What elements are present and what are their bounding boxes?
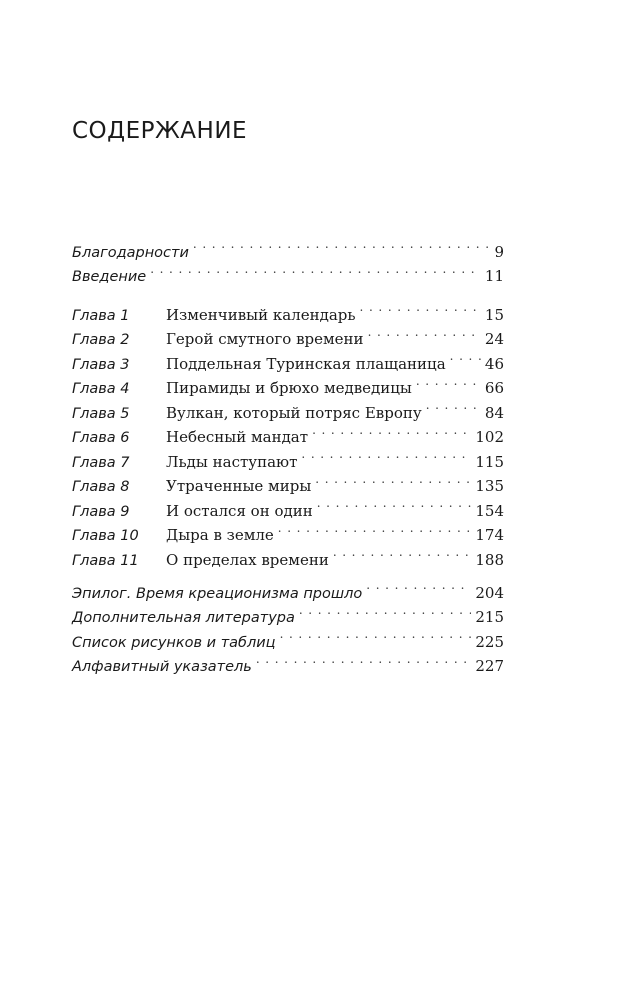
dot-leader bbox=[299, 598, 471, 623]
dot-leader bbox=[193, 232, 491, 257]
chapter-title: Вулкан, который потряс Европу bbox=[166, 403, 422, 422]
toc-entry-chapter-3[interactable] bbox=[72, 344, 504, 373]
chapter-title: Пирамиды и брюхо медведицы bbox=[166, 379, 412, 397]
toc-entry-label: Список рисунков и таблиц bbox=[72, 634, 276, 651]
toc-entry-chapter-11[interactable] bbox=[72, 540, 504, 569]
dot-leader bbox=[278, 516, 472, 541]
toc-entry-label: Введение bbox=[72, 269, 147, 285]
dot-leader bbox=[360, 295, 481, 320]
dot-leader bbox=[416, 369, 481, 394]
dot-leader bbox=[317, 491, 472, 516]
toc-entry-label: Дополнительная литература bbox=[72, 610, 295, 626]
toc-entry-acknowledgements[interactable] bbox=[72, 232, 504, 261]
toc-front-matter bbox=[72, 232, 504, 285]
toc-entry-chapter-7[interactable] bbox=[72, 442, 504, 471]
chapter-label: Глава 2 bbox=[72, 332, 130, 348]
toc-entry-chapter-8[interactable] bbox=[72, 467, 504, 495]
chapter-title: И остался он один bbox=[166, 501, 313, 520]
toc-page-number: 135 bbox=[475, 477, 504, 495]
toc-entry-label: Благодарности bbox=[72, 244, 189, 261]
dot-leader bbox=[315, 467, 471, 492]
toc-entry-chapter-1[interactable] bbox=[72, 295, 504, 324]
toc-page-number: 9 bbox=[494, 242, 504, 261]
toc-page-number: 215 bbox=[475, 608, 504, 626]
chapter-title: Утраченные миры bbox=[166, 477, 312, 495]
dot-leader bbox=[368, 320, 481, 345]
chapter-label: Глава 7 bbox=[72, 454, 130, 471]
toc-page-number: 225 bbox=[475, 632, 504, 651]
toc-page-number: 102 bbox=[475, 428, 504, 446]
chapter-title: Дыра в земле bbox=[166, 526, 274, 544]
toc-page-number: 174 bbox=[475, 526, 504, 544]
chapter-label: Глава 10 bbox=[72, 528, 139, 544]
chapter-title: О пределах времени bbox=[166, 550, 329, 569]
dot-leader bbox=[280, 622, 472, 647]
chapter-label: Глава 4 bbox=[72, 381, 130, 397]
toc-page-number: 84 bbox=[484, 403, 504, 422]
toc-page-number: 154 bbox=[475, 501, 504, 520]
chapter-label: Глава 5 bbox=[72, 405, 130, 422]
toc-entry-chapter-9[interactable] bbox=[72, 491, 504, 520]
chapter-label: Глава 6 bbox=[72, 430, 130, 446]
dot-leader bbox=[312, 418, 471, 443]
toc-page-number: 188 bbox=[475, 550, 504, 569]
toc-page-number: 24 bbox=[484, 330, 504, 348]
toc-page-number: 11 bbox=[484, 267, 504, 285]
toc-entry-epilogue[interactable] bbox=[72, 573, 504, 602]
chapter-title: Поддельная Туринская плащаница bbox=[166, 354, 446, 373]
dot-leader bbox=[301, 442, 471, 467]
toc-entry-introduction[interactable] bbox=[72, 257, 504, 285]
toc-entry-index[interactable] bbox=[72, 647, 504, 675]
dot-leader bbox=[256, 647, 472, 672]
chapter-title: Герой смутного времени bbox=[166, 330, 364, 348]
dot-leader bbox=[426, 393, 481, 418]
toc-entry-chapter-2[interactable] bbox=[72, 320, 504, 348]
toc-entry-chapter-5[interactable] bbox=[72, 393, 504, 422]
chapter-label: Глава 1 bbox=[72, 307, 130, 324]
toc-entry-label: Эпилог. Время креационизма прошло bbox=[72, 585, 363, 602]
toc-entry-label: Алфавитный указатель bbox=[72, 659, 252, 675]
toc-entry-chapter-10[interactable] bbox=[72, 516, 504, 544]
dot-leader bbox=[366, 573, 471, 598]
chapter-label: Глава 11 bbox=[72, 552, 139, 569]
chapter-label: Глава 8 bbox=[72, 479, 130, 495]
dot-leader bbox=[450, 344, 481, 369]
dot-leader bbox=[150, 257, 481, 282]
toc-entry-chapter-4[interactable] bbox=[72, 369, 504, 397]
chapter-label: Глава 3 bbox=[72, 356, 130, 373]
toc-page-number: 115 bbox=[475, 452, 504, 471]
toc-entry-chapter-6[interactable] bbox=[72, 418, 504, 446]
chapter-label: Глава 9 bbox=[72, 503, 130, 520]
toc-page-number: 15 bbox=[484, 305, 504, 324]
chapter-title: Льды наступают bbox=[166, 452, 298, 471]
toc-entry-figures-list[interactable] bbox=[72, 622, 504, 651]
chapter-title: Небесный мандат bbox=[166, 428, 309, 446]
toc-page-number: 204 bbox=[475, 583, 504, 602]
toc-entry-further-reading[interactable] bbox=[72, 598, 504, 626]
page-title: СОДЕРЖАНИЕ bbox=[72, 118, 248, 144]
dot-leader bbox=[333, 540, 472, 565]
toc-chapters bbox=[72, 295, 504, 569]
chapter-title: Изменчивый календарь bbox=[166, 305, 356, 324]
toc-page-number: 66 bbox=[484, 379, 504, 397]
toc-page-number: 46 bbox=[484, 354, 504, 373]
toc-page-number: 227 bbox=[475, 657, 504, 675]
toc-back-matter bbox=[72, 573, 504, 675]
